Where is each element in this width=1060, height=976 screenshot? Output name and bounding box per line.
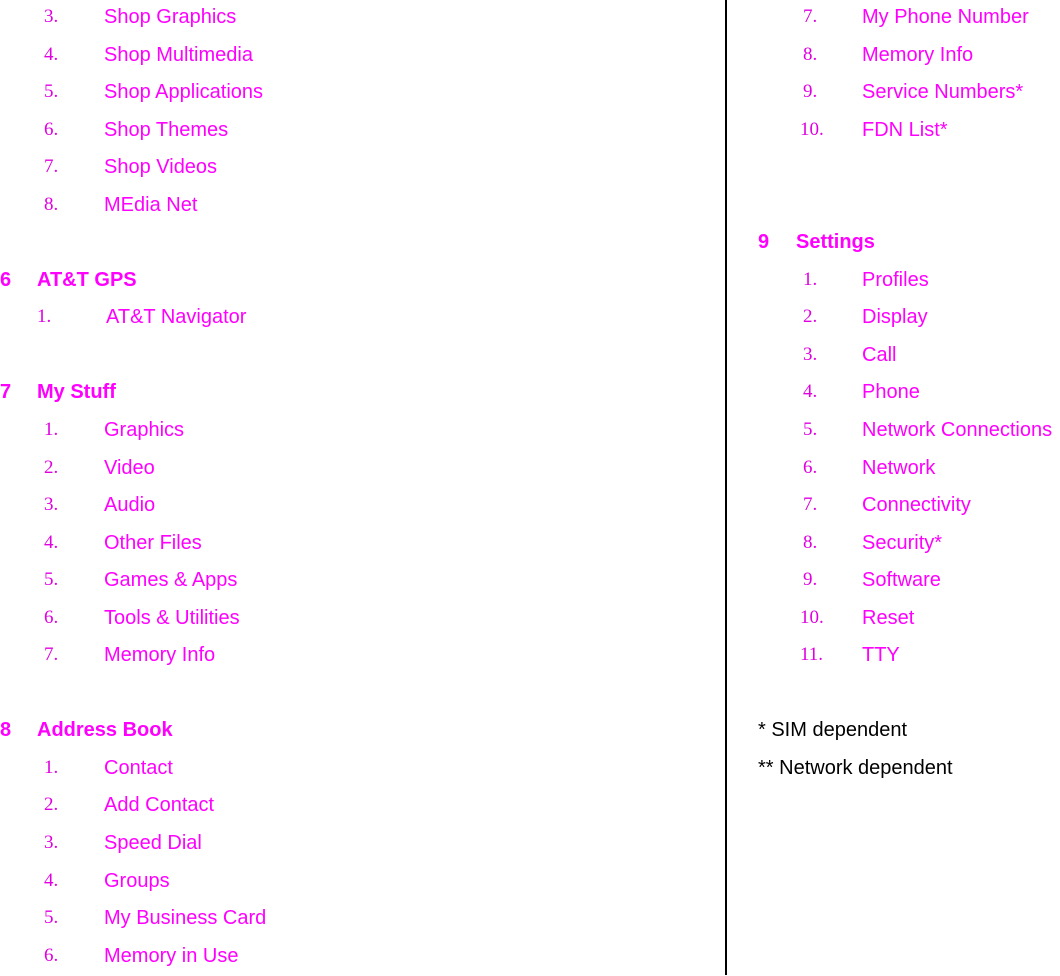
list-item xyxy=(0,864,724,902)
column-divider xyxy=(725,0,727,975)
item-number: 2. xyxy=(44,794,59,816)
item-number: 1. xyxy=(37,306,52,328)
list-item xyxy=(728,638,1060,676)
spacer xyxy=(728,676,1060,714)
section-number: 8 xyxy=(0,719,12,742)
item-number: 6. xyxy=(44,944,59,966)
item-label: Tools & Utilities xyxy=(104,606,240,629)
item-label: Graphics xyxy=(104,419,185,442)
item-number: 4. xyxy=(44,531,59,553)
spacer xyxy=(728,188,1060,226)
list-item xyxy=(728,451,1060,489)
item-label: TTY xyxy=(862,644,900,667)
item-label: AT&T Navigator xyxy=(106,306,247,329)
item-number: 2. xyxy=(803,306,818,328)
spacer xyxy=(0,676,724,714)
footnote-text: ** Network dependent xyxy=(758,756,953,779)
list-item xyxy=(0,526,724,564)
list-item xyxy=(728,0,1060,38)
item-label: Memory Info xyxy=(862,43,974,66)
item-number: 10. xyxy=(800,118,824,140)
item-number: 3. xyxy=(44,6,59,27)
list-item xyxy=(728,526,1060,564)
item-number: 5. xyxy=(44,907,59,929)
section-heading-my-stuff xyxy=(0,375,724,413)
item-number: 4. xyxy=(803,381,818,403)
list-item xyxy=(728,601,1060,639)
item-label: Reset xyxy=(862,606,915,629)
list-item xyxy=(0,901,724,939)
item-label: Memory in Use xyxy=(104,944,239,967)
item-number: 5. xyxy=(44,81,59,103)
section-title: My Stuff xyxy=(37,381,116,404)
item-number: 5. xyxy=(44,569,59,591)
item-label: MEdia Net xyxy=(104,193,198,216)
item-number: 1. xyxy=(44,756,59,778)
list-item xyxy=(0,300,724,338)
item-number: 4. xyxy=(44,869,59,891)
list-item xyxy=(0,75,724,113)
list-item xyxy=(728,75,1060,113)
item-label: Shop Videos xyxy=(104,156,218,179)
list-item xyxy=(0,826,724,864)
item-label: Video xyxy=(104,456,155,479)
item-number: 5. xyxy=(803,419,818,441)
spacer xyxy=(0,338,724,376)
list-item xyxy=(0,150,724,188)
list-item xyxy=(728,263,1060,301)
item-label: Contact xyxy=(104,756,173,779)
item-label: Security* xyxy=(862,531,943,554)
item-label: Add Contact xyxy=(104,794,215,817)
list-item xyxy=(728,413,1060,451)
footnote-sim xyxy=(728,713,1060,751)
item-label: Shop Multimedia xyxy=(104,43,253,66)
section-number: 7 xyxy=(0,381,12,404)
list-item xyxy=(728,38,1060,76)
right-column xyxy=(728,0,1060,788)
item-label: Network Connections xyxy=(862,419,1053,442)
section-title: Address Book xyxy=(37,719,173,742)
item-number: 1. xyxy=(803,268,818,290)
item-label: Display xyxy=(862,306,928,329)
item-label: Call xyxy=(862,343,897,366)
list-item xyxy=(0,601,724,639)
section-heading-address-book xyxy=(0,713,724,751)
list-item xyxy=(0,0,724,38)
section-number: 6 xyxy=(0,268,12,291)
item-label: My Business Card xyxy=(104,907,267,930)
list-item xyxy=(728,300,1060,338)
item-number: 9. xyxy=(803,81,818,103)
item-number: 2. xyxy=(44,456,59,478)
item-number: 7. xyxy=(44,156,59,178)
item-number: 10. xyxy=(800,606,824,628)
list-item xyxy=(0,788,724,826)
item-label: Other Files xyxy=(104,531,202,554)
list-item xyxy=(0,563,724,601)
list-item xyxy=(0,188,724,226)
item-label: Shop Themes xyxy=(104,118,229,141)
section-number: 9 xyxy=(758,231,770,254)
item-number: 8. xyxy=(803,43,818,65)
item-label: Phone xyxy=(862,381,920,404)
list-item xyxy=(0,413,724,451)
section-heading-settings xyxy=(728,225,1060,263)
item-label: Service Numbers* xyxy=(862,81,1024,104)
item-label: Audio xyxy=(104,494,156,517)
item-number: 8. xyxy=(44,193,59,215)
spacer xyxy=(0,225,724,263)
item-number: 8. xyxy=(803,531,818,553)
item-number: 7. xyxy=(44,644,59,666)
item-label: Games & Apps xyxy=(104,569,238,592)
item-number: 9. xyxy=(803,569,818,591)
item-label: Software xyxy=(862,569,941,592)
list-item xyxy=(728,113,1060,151)
item-number: 7. xyxy=(803,6,818,27)
list-item xyxy=(728,563,1060,601)
item-number: 3. xyxy=(44,832,59,854)
item-number: 3. xyxy=(803,343,818,365)
section-title: AT&T GPS xyxy=(37,268,137,291)
item-number: 6. xyxy=(803,456,818,478)
list-item xyxy=(0,38,724,76)
item-label: Connectivity xyxy=(862,494,971,517)
item-number: 4. xyxy=(44,43,59,65)
item-label: My Phone Number xyxy=(862,6,1029,28)
list-item xyxy=(0,113,724,151)
list-item xyxy=(728,338,1060,376)
item-label: Profiles xyxy=(862,268,929,291)
footnote-network xyxy=(728,751,1060,789)
list-item xyxy=(728,375,1060,413)
item-label: Memory Info xyxy=(104,644,216,667)
item-number: 6. xyxy=(44,118,59,140)
footnote-text: * SIM dependent xyxy=(758,719,907,742)
item-label: Shop Graphics xyxy=(104,6,237,28)
section-title: Settings xyxy=(796,231,875,254)
item-number: 3. xyxy=(44,494,59,516)
item-number: 1. xyxy=(44,419,59,441)
spacer xyxy=(728,150,1060,188)
item-label: Network xyxy=(862,456,936,479)
list-item xyxy=(0,488,724,526)
item-label: Groups xyxy=(104,869,170,892)
item-label: Shop Applications xyxy=(104,81,264,104)
item-number: 6. xyxy=(44,606,59,628)
section-heading-gps xyxy=(0,263,724,301)
list-item xyxy=(728,488,1060,526)
list-item xyxy=(0,451,724,489)
list-item xyxy=(0,638,724,676)
item-label: Speed Dial xyxy=(104,832,202,855)
item-number: 7. xyxy=(803,494,818,516)
item-number: 11. xyxy=(800,644,824,666)
item-label: FDN List* xyxy=(862,118,948,141)
list-item xyxy=(0,751,724,789)
list-item xyxy=(0,939,724,976)
